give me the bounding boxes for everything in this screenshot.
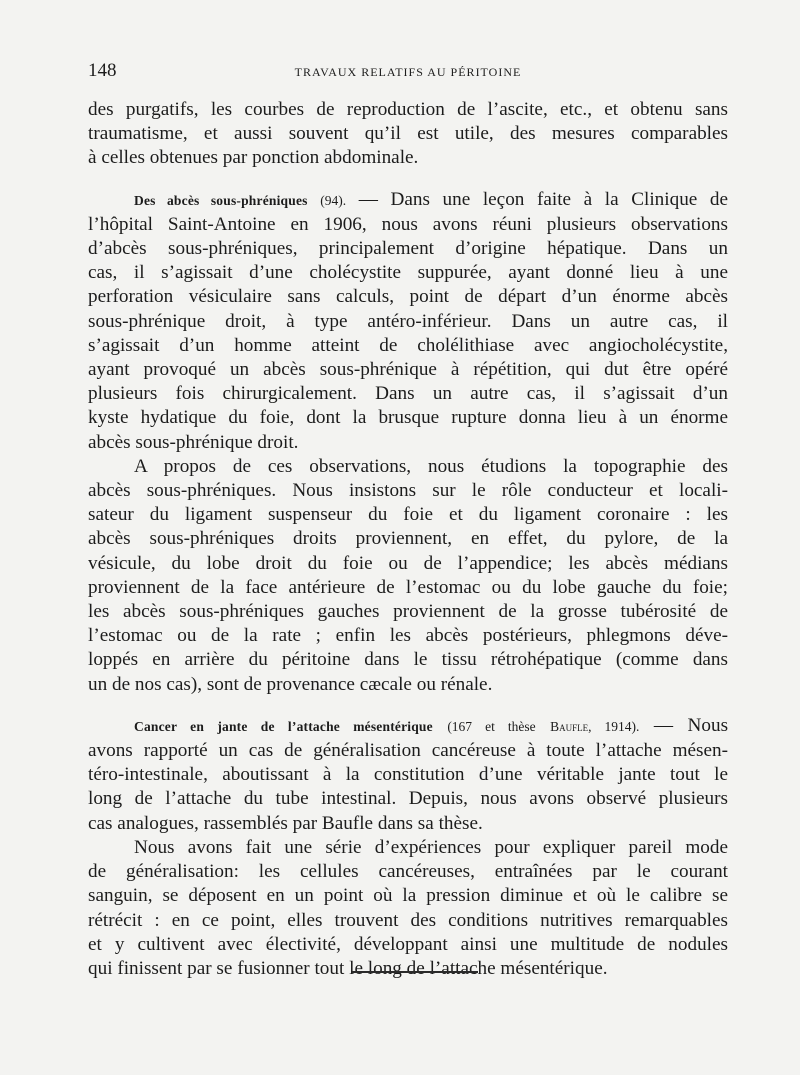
text-line: des purgatifs, les courbes de reproduction de l’ascite, etc., et obtenu sans: [88, 99, 728, 120]
text-line: cas analogues, rassemblés par Baufle dans sa thèse.: [88, 812, 483, 834]
page-number: 148: [88, 60, 117, 81]
text-line: abcès sous-phréniques droits proviennent, en effet, du pylore, de la: [88, 528, 728, 550]
section1-paragraph-1: [88, 188, 728, 455]
text-line: abcès sous-phréniques. Nous insistons sur le rôle conducteur et locali-: [88, 480, 728, 502]
text-line: A propos de ces observations, nous étudions la topographie des: [134, 455, 728, 477]
section1-first-line: [88, 188, 728, 213]
section2-heading: Cancer en jante de l’attache mésentérique: [134, 718, 433, 734]
text-line: kyste hydatique du foie, dont la brusque rupture donna lieu à un énorme: [88, 407, 728, 429]
text-line: d’abcès sous-phréniques, principalement d’origine hépatique. Dans un: [88, 238, 728, 260]
section1-paragraph-2: [88, 455, 728, 697]
text-line: perforation vésiculaire sans calculs, point de départ d’un énorme abcès: [88, 286, 728, 308]
section1-heading: Des abcès sous-phréniques: [134, 192, 308, 208]
text-line: de généralisation: les cellules cancéreuses, entraînées par le courant: [88, 861, 728, 883]
text-line: l’hôpital Saint-Antoine en 1906, nous avons réuni plusieurs observations: [88, 213, 728, 235]
text-line: sanguin, se déposent en un point où la pression diminue et où le calibre se: [88, 885, 728, 907]
text-line: Nous avons fait une série d’expériences pour expliquer pareil mode: [134, 836, 728, 858]
section2-paragraph-2: [88, 836, 728, 981]
text-line: sateur du ligament suspenseur du foie et du ligament coronaire : les: [88, 504, 728, 526]
section-mesenteric-cancer: [88, 714, 728, 981]
text-line: l’estomac ou de la rate ; enfin les abcès postérieurs, phlegmons déve-: [88, 625, 728, 647]
text-line: proviennent de la face antérieure de l’estomac ou du lobe gauche du foie;: [88, 576, 728, 598]
text-line: plusieurs fois chirurgicalement. Dans un autre cas, il s’agissait d’un: [88, 383, 728, 405]
text-line: à celles obtenues par ponction abdominale.: [88, 147, 419, 169]
page-body: [88, 98, 728, 981]
section2-paragraph-1: [88, 714, 728, 836]
section1-reference: (94).: [320, 192, 347, 208]
text-line: rétrécit : en ce point, elles trouvent des conditions nutritives remarquables: [88, 909, 728, 931]
text-line: traumatisme, et aussi souvent qu’il est utile, des mesures comparables: [88, 123, 728, 145]
section2-first-line: [88, 714, 728, 739]
section2-first-line-text: — Nous: [653, 714, 729, 736]
text-line: avons rapporté un cas de généralisation cancéreuse à toute l’attache mésen-: [88, 740, 728, 762]
text-line: abcès sous-phrénique droit.: [88, 431, 299, 453]
text-line: les abcès sous-phréniques gauches proviennent de la grosse tubérosité de: [88, 601, 728, 623]
end-rule: [352, 971, 478, 973]
text-line: long de l’attache du tube intestinal. Depuis, nous avons observé plusieurs: [88, 788, 728, 810]
section2-reference-close: , 1914).: [588, 718, 640, 734]
section1-first-line-text: — Dans une leçon faite à la Clinique de: [358, 188, 729, 210]
running-title: TRAVAUX RELATIFS AU PÉRITOINE: [294, 65, 522, 79]
text-line: cas, il s’agissait d’une cholécystite suppurée, ayant donné lieu à une: [88, 262, 728, 284]
text-line: qui finissent par se fusionner tout le long de l’attache mésentérique.: [88, 957, 608, 979]
text-line: et y cultivent avec électivité, développant ainsi une multitude de nodules: [88, 933, 728, 955]
text-line: sous-phrénique droit, à type antéro-inférieur. Dans un autre cas, il: [88, 310, 728, 332]
intro-paragraph: [88, 98, 728, 171]
section2-reference-author: Baufle: [550, 718, 589, 734]
section2-reference-open: (167 et thèse: [447, 718, 536, 734]
text-line: vésicule, du lobe droit du foie ou de l’appendice; les abcès médians: [88, 552, 728, 574]
text-line: téro-intestinale, aboutissant à la constitution d’une véritable jante tout le: [88, 764, 728, 786]
text-line: loppés en arrière du péritoine dans le tissu rétrohépatique (comme dans: [88, 649, 728, 671]
section-subphrenic-abscesses: [88, 188, 728, 697]
text-line: s’agissait d’un homme atteint de cholélithiase avec angiocholécystite,: [88, 334, 728, 356]
text-line: ayant provoqué un abcès sous-phrénique à répétition, qui dut être opéré: [88, 359, 728, 381]
page-header: [88, 58, 728, 86]
text-line: un de nos cas), sont de provenance cæcale ou rénale.: [88, 673, 493, 695]
